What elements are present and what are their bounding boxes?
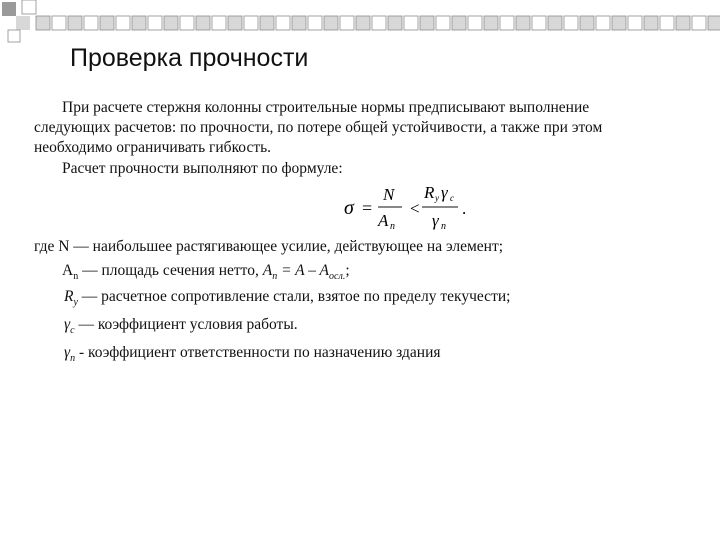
decorative-square [22, 0, 36, 14]
def-ry-sub: y [73, 297, 78, 309]
intro-paragraph [34, 98, 710, 158]
decorative-square [564, 16, 578, 30]
decorative-square [244, 16, 258, 30]
decorative-square [420, 16, 434, 30]
decorative-square [116, 16, 130, 30]
slide-title: Проверка прочности [70, 44, 309, 72]
decorative-square [452, 16, 466, 30]
decorative-square [404, 16, 418, 30]
decorative-square [2, 2, 16, 16]
decorative-square [580, 16, 594, 30]
decorative-square [180, 16, 194, 30]
decorative-squares [0, 0, 720, 48]
decorative-square [100, 16, 114, 30]
def-an-label-sub: n [73, 271, 79, 283]
decorative-square [372, 16, 386, 30]
def-ry [64, 288, 510, 308]
def-an [62, 262, 350, 282]
decorative-square [484, 16, 498, 30]
formula-den-a: A [378, 211, 389, 230]
def-an-end: ; [345, 262, 350, 279]
decorative-square [708, 16, 720, 30]
def-ry-text: — расчетное сопротивление стали, взятое по пределу текучести; [77, 288, 511, 305]
def-an-label: A [62, 262, 74, 279]
decorative-square [596, 16, 610, 30]
decorative-square [212, 16, 226, 30]
def-gamma-n-text: - коэффициент ответственности по назначению здания [75, 344, 441, 361]
decorative-square [612, 16, 626, 30]
decorative-square [468, 16, 482, 30]
def-an-formula-mid: = A – A [277, 262, 330, 279]
def-gamma-c-text: — коэффициент условия работы. [74, 316, 298, 333]
decorative-square [692, 16, 706, 30]
formula-num-gamma: γ [441, 183, 448, 202]
strength-formula [338, 182, 478, 232]
decorative-square [148, 16, 162, 30]
def-an-text: — площадь сечения нетто, [78, 262, 263, 279]
decorative-square [16, 16, 30, 30]
decorative-square [324, 16, 338, 30]
decorative-square [196, 16, 210, 30]
decorative-square [36, 16, 50, 30]
def-gamma-n [64, 344, 441, 364]
def-n: где N — наибольшее растягивающее усилие, действующее на элемент; [34, 238, 504, 255]
formula-sigma: σ [344, 197, 354, 219]
def-gamma-c-symbol: γ [64, 316, 71, 333]
formula-num-r-sub: y [435, 193, 439, 203]
decorative-square [660, 16, 674, 30]
decorative-square [164, 16, 178, 30]
decorative-square [228, 16, 242, 30]
decorative-square [500, 16, 514, 30]
def-an-formula-a: A [262, 262, 273, 279]
decorative-square [52, 16, 66, 30]
def-an-formula-sub: осл. [329, 271, 346, 283]
decorative-square [644, 16, 658, 30]
formula-less-than: < [410, 199, 420, 218]
decorative-square [436, 16, 450, 30]
decorative-square [292, 16, 306, 30]
decorative-square [308, 16, 322, 30]
decorative-square [84, 16, 98, 30]
formula-den-a-sub: n [390, 221, 395, 232]
formula-end-dot: . [462, 199, 467, 218]
decorative-square [276, 16, 290, 30]
def-gamma-n-symbol: γ [64, 344, 71, 361]
def-ry-symbol: R [64, 288, 74, 305]
formula-den-gamma-sub: n [441, 221, 446, 232]
decorative-square [132, 16, 146, 30]
decorative-square [340, 16, 354, 30]
decorative-square [676, 16, 690, 30]
decorative-square [516, 16, 530, 30]
decorative-square [8, 30, 20, 42]
paragraph-line: следующих расчетов: по прочности, по потере общей устойчивости, а также при этом [34, 119, 603, 136]
formula-equals: = [362, 198, 373, 218]
decorative-square [628, 16, 642, 30]
decorative-square [388, 16, 402, 30]
formula-num-r: R [424, 183, 435, 202]
def-an-formula-a-sub: n [272, 271, 278, 283]
def-gamma-c-sub: c [70, 325, 75, 337]
def-gamma-n-sub: n [70, 353, 76, 365]
decorative-square [548, 16, 562, 30]
paragraph-line: При расчете стержня колонны строительные нормы предписывают выполнение [62, 99, 590, 116]
def-gamma-c [64, 316, 298, 336]
formula-den-gamma: γ [432, 211, 439, 230]
formula-num-n: N [383, 185, 395, 204]
formula-intro: Расчет прочности выполняют по формуле: [62, 160, 343, 177]
decorative-square [532, 16, 546, 30]
decorative-square [356, 16, 370, 30]
formula-num-gamma-sub: c [450, 193, 454, 203]
decorative-square [68, 16, 82, 30]
decorative-square [260, 16, 274, 30]
paragraph-line: необходимо ограничивать гибкость. [34, 139, 272, 156]
